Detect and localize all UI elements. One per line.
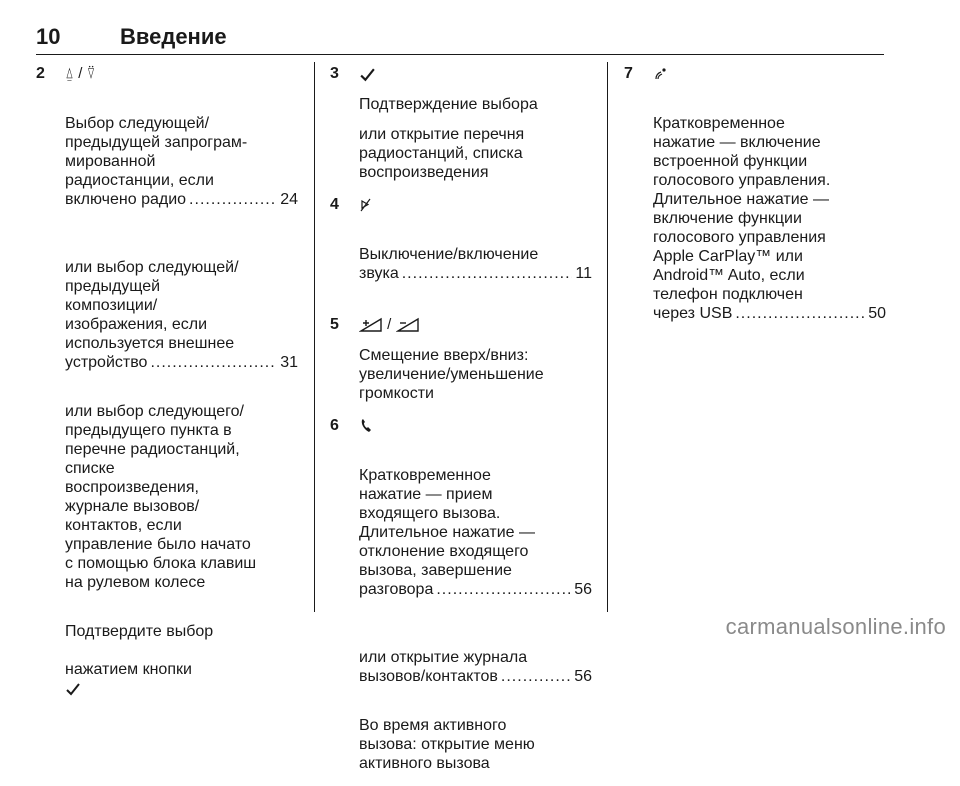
- column-1: [36, 64, 298, 711]
- next-station-icon: ⍙: [65, 65, 75, 82]
- reference-text: через USB: [653, 305, 733, 322]
- item-number: 7: [624, 65, 633, 82]
- paragraph: [653, 95, 886, 342]
- column-divider: [314, 62, 315, 612]
- paragraph-text: Кратковременное нажатие — включение встроенной функции голосового управления. Длительное нажатие — включение функции голосового управления Apple CarPlay™ или Android™ Auto, если телефон подключен: [653, 115, 831, 303]
- reference-page: 56: [574, 581, 592, 598]
- page-reference: [653, 304, 886, 323]
- list-item: [330, 416, 592, 773]
- mute-icon: [359, 197, 373, 213]
- reference-page: 11: [575, 265, 592, 282]
- volume-up-icon: [359, 317, 383, 333]
- paragraph: [359, 226, 592, 302]
- item-number: 4: [330, 196, 339, 213]
- dot-leader: [501, 667, 571, 686]
- dot-leader: [402, 264, 573, 283]
- item-number: 3: [330, 65, 339, 82]
- list-item: [330, 195, 592, 302]
- symbol-row: [359, 195, 592, 215]
- paragraph: [359, 629, 592, 705]
- page-header: [36, 24, 884, 55]
- reference-page: 31: [280, 354, 298, 371]
- page-title: Введение: [120, 24, 227, 49]
- list-item: [330, 315, 592, 403]
- voice-control-icon: [653, 66, 667, 82]
- page-reference: [359, 580, 592, 599]
- page-number: 10: [36, 24, 61, 49]
- dot-leader: [735, 304, 865, 323]
- reference-text: разговора: [359, 581, 434, 598]
- paragraph: [65, 239, 298, 391]
- paragraph: Подтверждение выбора: [359, 96, 538, 113]
- paragraph-text: или открытие журнала: [359, 649, 528, 666]
- reference-text: звука: [359, 265, 399, 282]
- item-number: 2: [36, 65, 45, 82]
- reference-text: устройство: [65, 354, 148, 371]
- list-item: [624, 64, 886, 342]
- reference-page: 24: [280, 191, 298, 208]
- paragraph-text: Кратковременное нажатие — прием входящего вызова. Длительное нажатие — отклонение входящего вызова, завершение: [359, 467, 535, 579]
- paragraph: [359, 447, 592, 618]
- symbol-row: [65, 64, 298, 84]
- item-number: 6: [330, 417, 339, 434]
- reference-page: 50: [868, 305, 886, 322]
- column-2: [330, 64, 592, 786]
- column-3: [624, 64, 886, 355]
- paragraph-text: нажатием кнопки: [65, 661, 192, 678]
- paragraph-text: Подтвердите выбор: [65, 623, 214, 640]
- list-item: [36, 64, 298, 698]
- symbol-separator: /: [387, 316, 392, 333]
- dot-leader: [189, 190, 277, 209]
- paragraph: Смещение вверх/вниз: увеличение/уменьшение громкости: [359, 347, 544, 402]
- page-reference: [65, 353, 298, 372]
- list-item: [330, 64, 592, 182]
- symbol-separator: /: [78, 65, 83, 82]
- paragraph: или открытие перечня радиостанций, списка воспроизведения: [359, 126, 525, 181]
- page-reference: [359, 667, 592, 686]
- page-reference: [359, 264, 592, 283]
- paragraph: или выбор следующего/ предыдущего пункта в перечне радиостанций, списке воспроизведения, журнале вызовов/ контактов, если управление было начато с помощью блока клавиш на рулевом колесе: [65, 403, 257, 591]
- reference-text: вызовов/контактов: [359, 668, 498, 685]
- dot-leader: [150, 353, 277, 372]
- paragraph-text: или выбор следующей/ предыдущей композиции/ изображения, если используется внешнее: [65, 259, 239, 352]
- watermark: carmanualsonline.info: [725, 614, 946, 639]
- symbol-row: [359, 416, 592, 436]
- item-number: 5: [330, 316, 339, 333]
- paragraph: [65, 603, 298, 698]
- phone-icon: [359, 418, 373, 434]
- page-reference: [65, 190, 298, 209]
- paragraph-text: Выбор следующей/ предыдущей запрограм- мированной радиостанции, если: [65, 115, 248, 189]
- symbol-row: [359, 315, 592, 335]
- paragraph: Во время активного вызова: открытие меню активного вызова: [359, 717, 535, 772]
- paragraph-text: Выключение/включение: [359, 246, 539, 263]
- column-divider: [607, 62, 608, 612]
- reference-text: включено радио: [65, 191, 187, 208]
- reference-page: 56: [574, 668, 592, 685]
- checkmark-icon: [359, 66, 376, 83]
- previous-station-icon: ⍢: [86, 65, 96, 82]
- symbol-row: [653, 64, 886, 84]
- paragraph: [65, 95, 298, 228]
- volume-down-icon: [396, 317, 420, 333]
- dot-leader: [436, 580, 571, 599]
- symbol-row: [359, 64, 592, 84]
- checkmark-icon: [65, 681, 81, 697]
